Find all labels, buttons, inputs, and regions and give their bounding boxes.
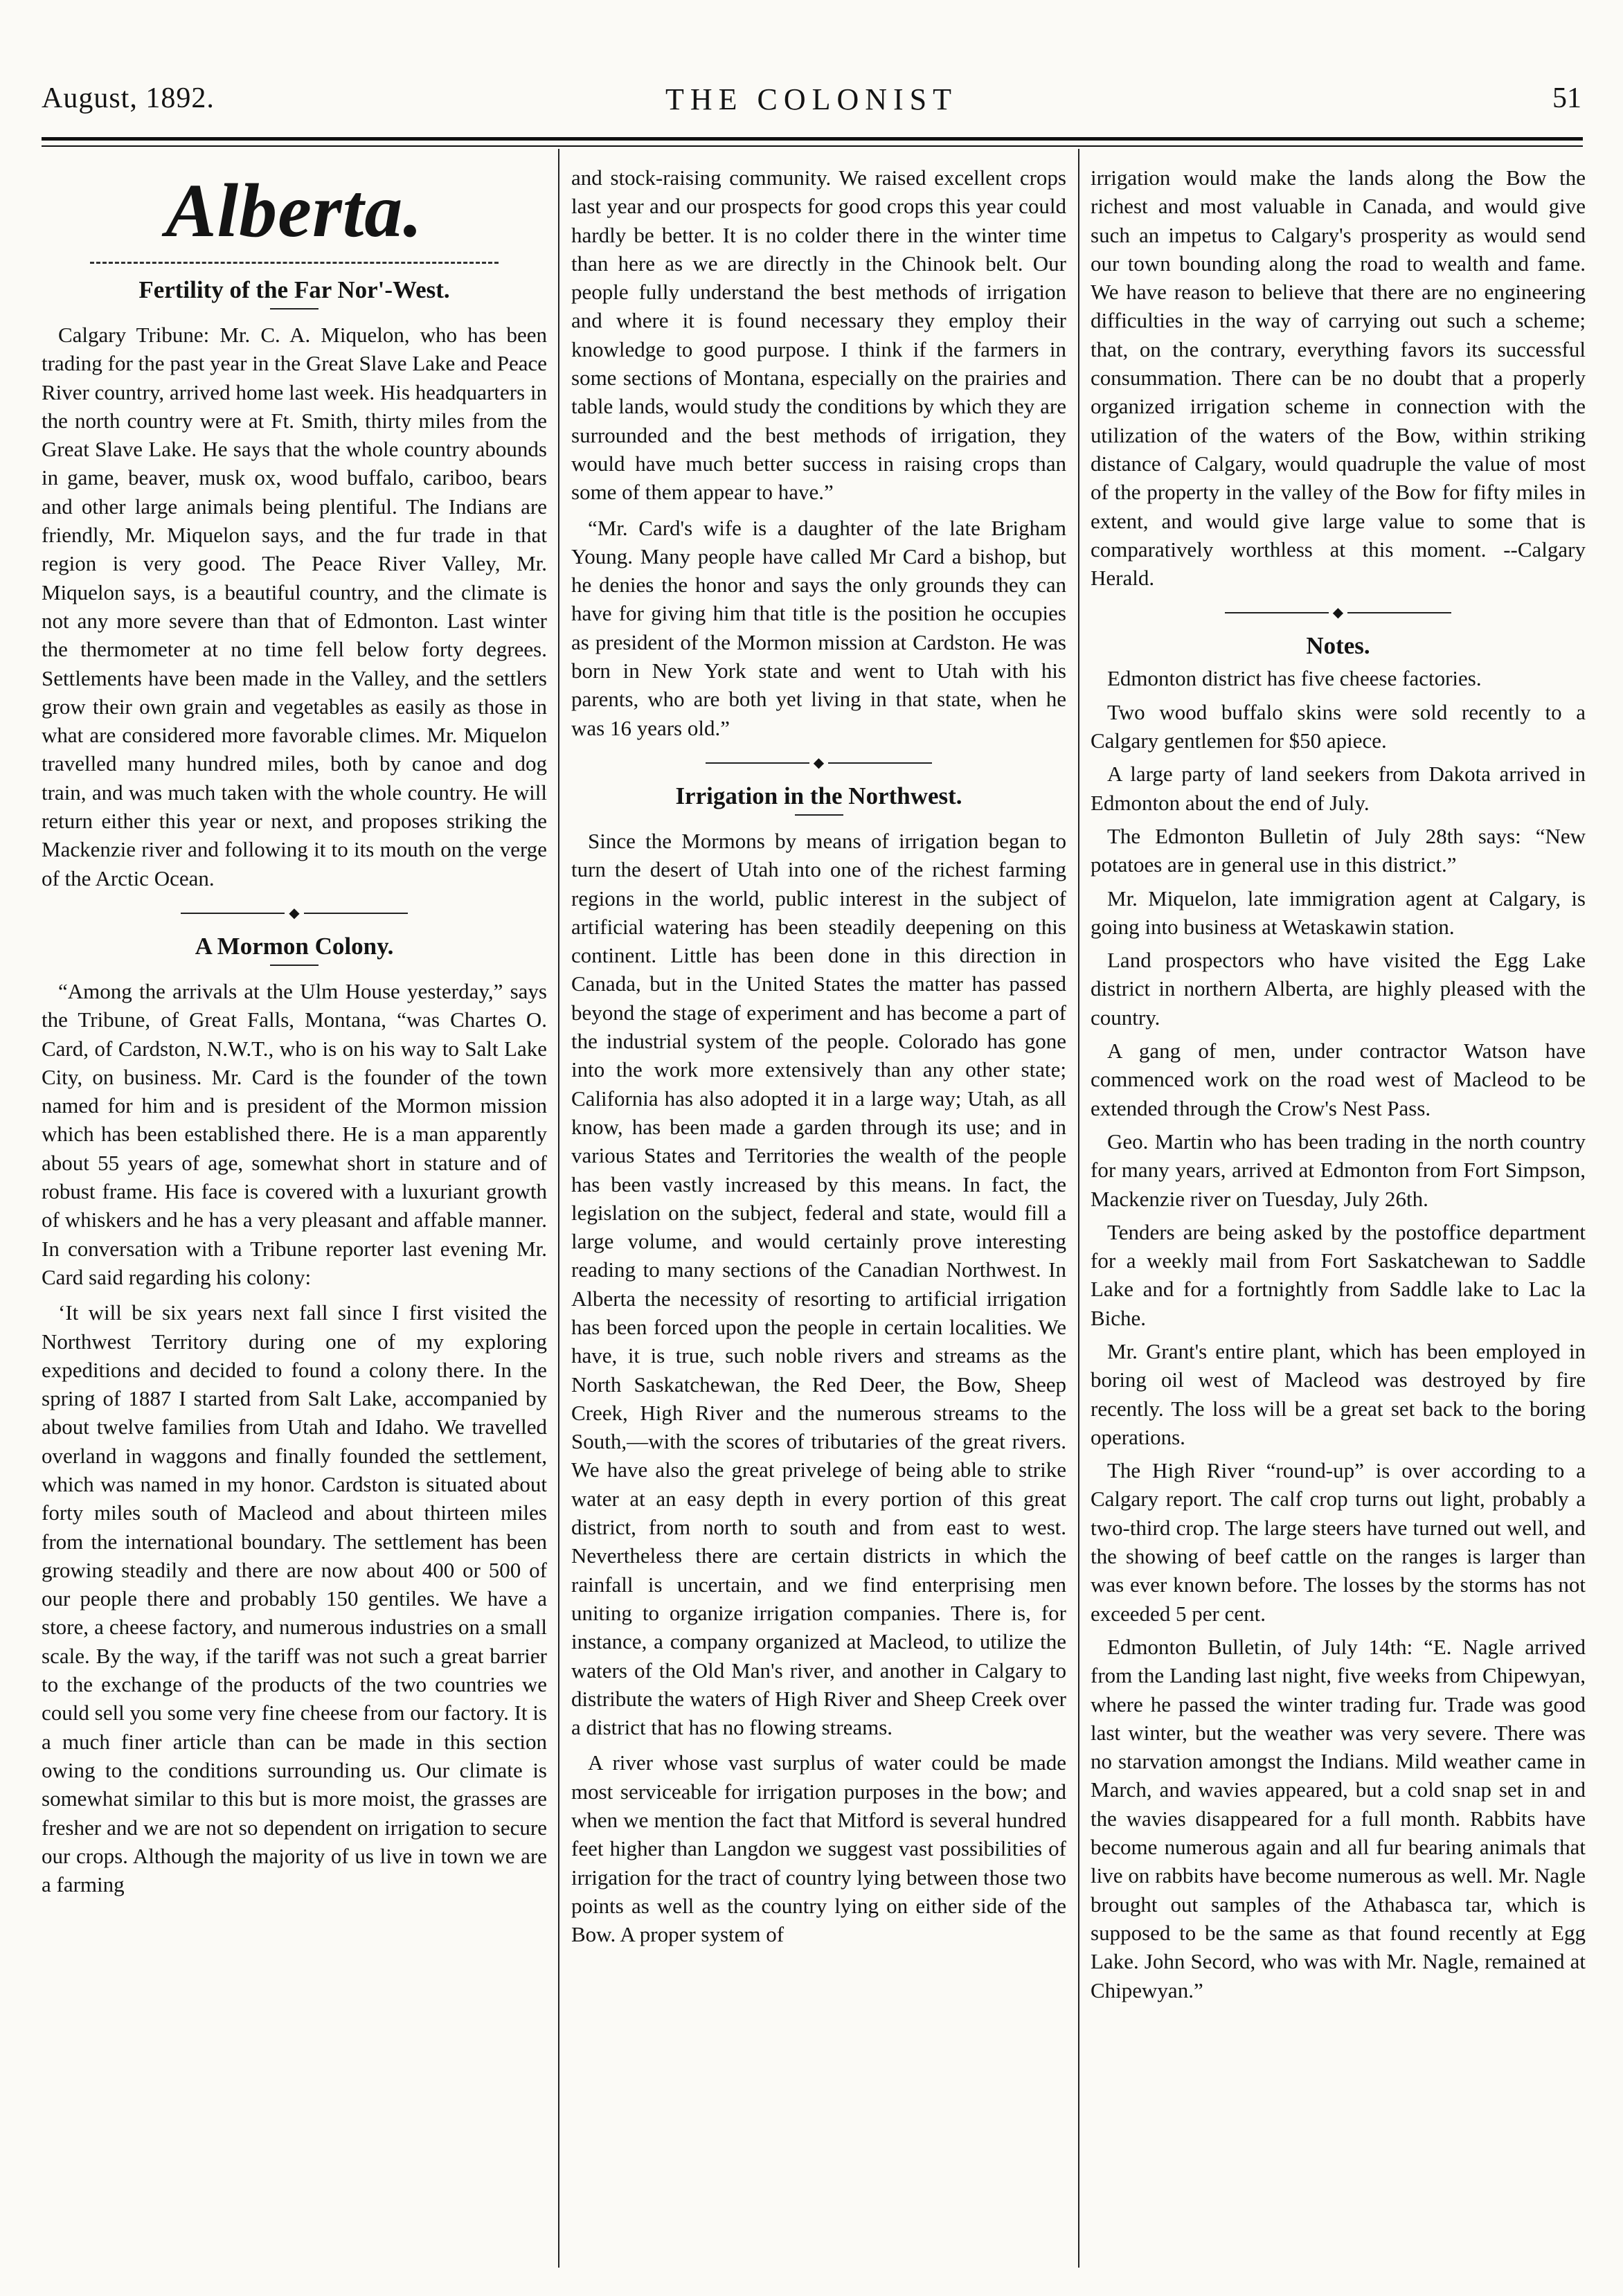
article-headline: Irrigation in the Northwest. [675,782,962,809]
divider [795,814,843,816]
article-paragraph: irrigation would make the lands along the Bow the richest and most valuable in Canada, and would give such an impetus to Calgary's prosperity as would send our town bounding along the road to wealth and fame. We have reason to believe that there are no engineering difficulties in the way of carrying out such a scheme; that, on the contrary, everything favors its successful consummation. There can be no doubt that a properly organized irrigation scheme in connection with the utilization of the waters of the Bow, within striking distance of Calgary, would quadruple the value of most of the property in the valley of the Bow for fifty miles in extent, and would give large value to some that is comparatively worthless at this moment. --Calgary Herald. [1091,165,1586,591]
note-item: Edmonton Bulletin, of July 14th: “E. Nagle arrived from the Landing last night, five weeks from Chipewyan, where he passed the winter trading fur. Trade was good last winter, but the weather was very severe. There was no starvation amongst the Indians. Mild weather came in March, and wavies appeared, but a cold snap set in and the wavies disappeared for a full month. Rabbits have become numerous again and all fur bearing animals that live on rabbits have become numerous as well. Mr. Nagle brought out samples of the Athabasca tar, which is supposed to be the same as that found recently at Egg Lake. John Secord, who was with Mr. Nagle, remained at Chipewyan.” [1091,1634,1586,2002]
article-paragraph: ‘It will be six years next fall since I first visited the Northwest Territory during one of my exploring expeditions and decided to found a colony there. In the spring of 1887 I started from Salt Lake, accompanied by about twelve families from Utah and Idaho. We travelled overland in waggons and finally founded the settlement, which was named in my honor. Cardston is situated about forty miles south of Macleod and about thirteen miles from the international boundary. The settlement has been growing steadily and there are now about 400 or 500 of our people there and probably 150 gentiles. We have a store, a cheese factory, and numerous industries on a small scale. By the way, if the tariff was not such a great barrier to the exchange of the products of the two countries we could sell you some very fine cheese from our factory. It is a much finer article than can be made in this section owing to the conditions surrounding us. Our climate is somewhat similar to this but is more moist, the grasses are fresher and we are not so dependent on irrigation to secure our crops. Although the majority of us live in town we are a farming [42,1300,547,1897]
divider [270,308,319,310]
article-paragraph: Calgary Tribune: Mr. C. A. Miquelon, who has been trading for the past year in the Great Slave Lake and Peace River country, arrived home last week. His headquarters in the north country were at Ft. Smith, thirty miles from the Great Slave Lake. He says that the whole country abounds in game, beaver, musk ox, wood buffalo, cariboo, bears and other large animals being plentiful. The Indians are friendly, Mr. Miquelon says, and the fur trade in that region is very good. The Peace River Valley, Mr. Miquelon says, is a beautiful country, and the climate is not any more severe than that of Edmonton. Last winter the thermometer at no time fell below forty degrees. Settlements have been made in the Valley, and the settlers grow their own grain and vegetables as easily as those in what are considered more favorable climes. Mr. Miquelon travelled many hundred miles, both by canoe and dog train, and was much taken with the whole country. He will return either this year or next, and proposes striking the Mackenzie river and following it to its mouth on the verge of the Arctic Ocean. [42,323,547,890]
note-item: Edmonton district has five cheese factories. [1107,666,1482,691]
ornament-divider: ◆ [571,756,1066,770]
divider [270,965,319,966]
ornament-divider: ◆ [1091,606,1586,620]
note-item: Land prospectors who have visited the Egg Lake district in northern Alberta, are highly pleased with the country. [1091,948,1586,1030]
issue-date: August, 1892. [42,82,215,114]
article-paragraph: Since the Mormons by means of irrigation began to turn the desert of Utah into one of the richest farming regions in the world, public interest in the subject of artificial watering has been steadily deepening on this continent. Little has been done in this direction in Canada, but in the United States the matter has passed beyond the stage of experiment and has become a part of the industrial system of the people. Colorado has gone into the work more extensively than any other state; California has also adopted it in a large way; Utah, as all know, has been made a garden through its use; and in various States and Territories the wealth of the people has been vastly increased by this means. In fact, the legislation on the subject, federal and state, would fill a large volume, and would certainly prove interesting reading to many sections of the Canadian Northwest. In Alberta the necessity of resorting to artificial irrigation has been forced upon the people in certain localities. We have, it is true, such noble rivers and streams as the North Saskatchewan, the Red Deer, the Bow, Sheep Creek, High River and the numerous streams to the South,—with the scores of tributaries of the great rivers. We have also the great privelege of being able to strike water at an easy depth in every portion of this great district, from north to south and from east to west. Nevertheless there are certain districts in which the rainfall is uncertain, and we find enterprising men uniting to organize irrigation companies. There is, for instance, a company organized at Macleod, to utilize the waters of the Old Man's river, and another in Calgary to distribute the waters of High River and Sheep Creek over a district that has no flowing streams. [571,828,1066,1740]
article-paragraph: A river whose vast surplus of water could be made most serviceable for irrigation purposes in the bow; and when we mention the fact that Mitford is several hundred feet higher than Langdon we suggest vast possibilities of irrigation for the tract of country lying between those two points as well as the country lying on either side of the Bow. A proper system of [571,1750,1066,1947]
header-rule [42,137,1583,141]
column-divider [1078,149,1079,2268]
note-item: A large party of land seekers from Dakota arrived in Edmonton about the end of July. [1091,762,1586,815]
note-item: Mr. Miquelon, late immigration agent at Calgary, is going into business at Wetaskawin station. [1091,886,1586,939]
newspaper-title: THE COLONIST [665,82,958,116]
note-item: Tenders are being asked by the postoffice department for a weekly mail from Fort Saskatchewan to Saddle Lake and for a fortnightly from Saddle lake to Lac la Biche. [1091,1219,1586,1330]
section-title: Alberta. [165,168,423,253]
column-3 [1091,163,1586,2261]
note-item: The High River “round-up” is over according to a Calgary report. The calf crop turns out light, probably a two-third crop. The large steers have turned out well, and the showing of beef cattle on the ranges is larger than was ever known before. The losses by the storms has not exceeded 5 per cent. [1091,1458,1586,1626]
article-paragraph: and stock-raising community. We raised excellent crops last year and our prospects for good crops this year could hardly be better. It is no colder there in the winter time than here as we are directly in the Chinook belt. Our people fully understand the best methods of irrigation and where it is found necessary they employ their knowledge to good purpose. I think if the farmers in some sections of Montana, especially on the prairies and table lands, would study the conditions by which they are surrounded and the best methods of irrigation, they would have much better success in raising crops than some of them appear to have.” [571,165,1066,505]
article-headline: A Mormon Colony. [195,932,394,960]
article-paragraph: “Among the arrivals at the Ulm House yesterday,” says the Tribune, of Great Falls, Montana, “was Chartes O. Card, of Cardston, N.W.T., who is on his way to Salt Lake City, on business. Mr. Card is the founder of the town named for him and is president of the Mormon mission which has been established there. He is a man apparently about 55 years of age, somewhat short in stature and of robust frame. His face is covered with a luxuriant growth of whiskers and he has a very pleasant and affable manner. In conversation with a Tribune reporter last evening Mr. Card said regarding his colony: [42,978,547,1289]
article-headline: Notes. [1306,632,1370,660]
header-rule-thin [42,145,1583,147]
column-2 [571,163,1066,2261]
column-1 [42,163,547,2261]
note-item: Mr. Grant's entire plant, which has been employed in boring oil west of Macleod was destroyed by fire recently. The loss will be a great set back to the boring operations. [1091,1338,1586,1449]
note-item: A gang of men, under contractor Watson have commenced work on the road west of Macleod to be extended through the Crow's Nest Pass. [1091,1039,1586,1120]
masthead [42,82,1581,123]
article-paragraph: “Mr. Card's wife is a daughter of the late Brigham Young. Many people have called Mr Card a bishop, but he denies the honor and says the only grounds they can have for giving him that title is the position he occupies as president of the Mormon mission at Cardston. He was born in New York state and went to Utah with his parents, who are both yet living in that state, when he was 16 years old.” [571,515,1066,740]
column-divider [558,149,559,2268]
ornament-divider: ◆ [42,906,547,920]
note-item: Geo. Martin who has been trading in the north country for many years, arrived at Edmonton from Fort Simpson, Mackenzie river on Tuesday, July 26th. [1091,1129,1586,1211]
page-number: 51 [1552,82,1581,114]
note-item: The Edmonton Bulletin of July 28th says: “New potatoes are in general use in this district.” [1091,823,1586,877]
note-item: Two wood buffalo skins were sold recently to a Calgary gentlemen for $50 apiece. [1091,699,1586,753]
divider [90,262,499,264]
article-headline: Fertility of the Far Nor'-West. [138,276,450,303]
